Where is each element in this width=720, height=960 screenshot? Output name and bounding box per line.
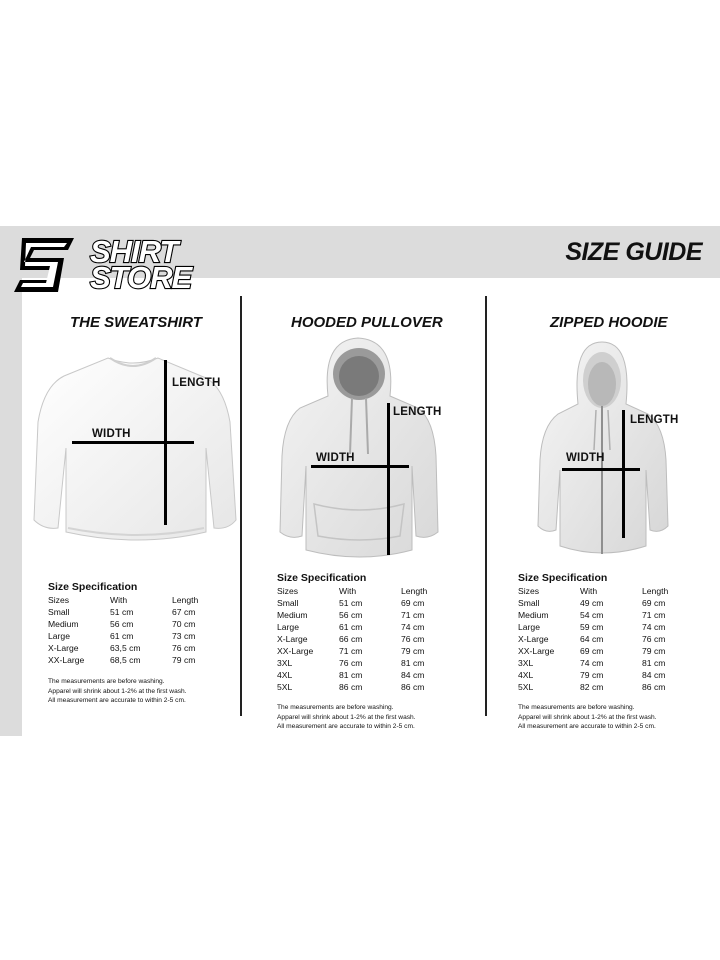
spec-header-row bbox=[518, 585, 668, 597]
spec-cell: 69 cm bbox=[642, 598, 666, 608]
spec-cell: 71 cm bbox=[339, 646, 363, 656]
spec-row bbox=[277, 681, 427, 693]
spec-row bbox=[277, 657, 427, 669]
note-line: All measurement are accurate to within 2-5 cm. bbox=[277, 723, 415, 730]
spec-cell: 49 cm bbox=[580, 598, 604, 608]
spec-cell: 76 cm bbox=[172, 643, 196, 653]
spec-row bbox=[277, 645, 427, 657]
spec-cell: 84 cm bbox=[401, 670, 425, 680]
spec-cell: Large bbox=[277, 622, 299, 632]
spec-row bbox=[48, 606, 198, 618]
left-gray-strip bbox=[0, 278, 22, 736]
spec-cell: 76 cm bbox=[339, 658, 363, 668]
zipped-hoodie-title: ZIPPED HOODIE bbox=[550, 314, 668, 331]
pullover-width-line bbox=[311, 465, 409, 468]
spec-cell: 56 cm bbox=[339, 610, 363, 620]
spec-cell: 67 cm bbox=[172, 607, 196, 617]
note-line: Apparel will shrink about 1-2% at the first wash. bbox=[518, 713, 657, 721]
spec-cell: 69 cm bbox=[580, 646, 604, 656]
spec-row bbox=[518, 621, 668, 633]
spec-cell: 79 cm bbox=[580, 670, 604, 680]
sweatshirt-spec-title: Size Specification bbox=[48, 581, 138, 593]
sweatshirt-length-line bbox=[164, 360, 167, 525]
spec-cell: 68,5 cm bbox=[110, 655, 141, 665]
logo-text-store: STORE bbox=[90, 260, 192, 295]
zipped-hoodie-image bbox=[536, 340, 672, 562]
spec-cell: 64 cm bbox=[580, 634, 604, 644]
spec-cell: 84 cm bbox=[642, 670, 666, 680]
spec-cell: 73 cm bbox=[172, 631, 196, 641]
pullover-length-label: LENGTH bbox=[393, 406, 442, 418]
spec-cell: 66 cm bbox=[339, 634, 363, 644]
spec-cell: 86 cm bbox=[642, 682, 666, 692]
logo-text-shirt: SHIRT bbox=[90, 234, 178, 269]
spec-cell: 81 cm bbox=[401, 658, 425, 668]
note-line: The measurements are before washing. bbox=[518, 704, 635, 711]
spec-header-cell: Length bbox=[401, 586, 428, 596]
zipped-notes bbox=[518, 703, 718, 732]
zipped-length-label: LENGTH bbox=[630, 414, 679, 426]
spec-cell: XX-Large bbox=[48, 655, 85, 665]
spec-cell: 76 cm bbox=[642, 634, 666, 644]
spec-row bbox=[518, 597, 668, 609]
hooded-pullover-image bbox=[278, 336, 442, 568]
spec-cell: 5XL bbox=[518, 682, 534, 692]
spec-cell: 56 cm bbox=[110, 619, 134, 629]
sweatshirt-notes bbox=[48, 677, 248, 706]
brand-logo bbox=[12, 236, 202, 294]
spec-header-cell: Sizes bbox=[48, 595, 70, 605]
spec-cell: 54 cm bbox=[580, 610, 604, 620]
sweatshirt-title: THE SWEATSHIRT bbox=[70, 314, 202, 331]
spec-cell: 79 cm bbox=[401, 646, 425, 656]
zipped-length-line bbox=[622, 410, 625, 538]
spec-cell: 4XL bbox=[518, 670, 534, 680]
hooded-pullover-title: HOODED PULLOVER bbox=[291, 314, 443, 331]
spec-cell: Large bbox=[518, 622, 540, 632]
spec-row bbox=[518, 681, 668, 693]
zipped-spec-title: Size Specification bbox=[518, 572, 608, 584]
spec-row bbox=[48, 618, 198, 630]
zipped-width-line bbox=[562, 468, 640, 471]
spec-cell: 82 cm bbox=[580, 682, 604, 692]
sweatshirt-spec bbox=[48, 581, 198, 666]
spec-cell: Medium bbox=[48, 619, 79, 629]
spec-cell: 5XL bbox=[277, 682, 293, 692]
spec-cell: X-Large bbox=[518, 634, 549, 644]
spec-cell: 3XL bbox=[518, 658, 534, 668]
spec-cell: 79 cm bbox=[642, 646, 666, 656]
spec-row bbox=[277, 609, 427, 621]
spec-cell: 74 cm bbox=[580, 658, 604, 668]
spec-cell: 81 cm bbox=[339, 670, 363, 680]
spec-row bbox=[518, 609, 668, 621]
spec-cell: 51 cm bbox=[110, 607, 134, 617]
spec-cell: Small bbox=[277, 598, 299, 608]
spec-row bbox=[518, 645, 668, 657]
spec-cell: XX-Large bbox=[277, 646, 314, 656]
spec-row bbox=[48, 654, 198, 666]
spec-cell: 81 cm bbox=[642, 658, 666, 668]
pullover-spec bbox=[277, 572, 427, 693]
note-line: The measurements are before washing. bbox=[48, 678, 165, 685]
spec-row bbox=[518, 657, 668, 669]
zipped-width-label: WIDTH bbox=[566, 452, 605, 464]
note-line: Apparel will shrink about 1-2% at the first wash. bbox=[48, 687, 187, 695]
note-line: All measurement are accurate to within 2-5 cm. bbox=[48, 697, 186, 704]
spec-cell: Small bbox=[518, 598, 540, 608]
sweatshirt-length-label: LENGTH bbox=[172, 377, 221, 389]
pullover-length-line bbox=[387, 403, 390, 555]
note-line: Apparel will shrink about 1-2% at the first wash. bbox=[277, 713, 416, 721]
spec-cell: 70 cm bbox=[172, 619, 196, 629]
note-line: All measurement are accurate to within 2-5 cm. bbox=[518, 723, 656, 730]
spec-row bbox=[518, 633, 668, 645]
spec-cell: 71 cm bbox=[401, 610, 425, 620]
spec-header-row bbox=[277, 585, 427, 597]
spec-cell: 61 cm bbox=[339, 622, 363, 632]
logo-s-mark-icon bbox=[12, 236, 78, 294]
spec-cell: 74 cm bbox=[401, 622, 425, 632]
spec-cell: 79 cm bbox=[172, 655, 196, 665]
spec-header-cell: Sizes bbox=[518, 586, 540, 596]
pullover-spec-title: Size Specification bbox=[277, 572, 367, 584]
spec-cell: 86 cm bbox=[401, 682, 425, 692]
spec-header-cell: Length bbox=[642, 586, 669, 596]
sweatshirt-width-label: WIDTH bbox=[92, 428, 131, 440]
spec-cell: X-Large bbox=[48, 643, 79, 653]
spec-cell: Large bbox=[48, 631, 70, 641]
sweatshirt-width-line bbox=[72, 441, 194, 444]
spec-row bbox=[48, 630, 198, 642]
column-divider-1 bbox=[240, 296, 242, 716]
zipped-spec-table bbox=[518, 585, 668, 693]
spec-cell: Medium bbox=[518, 610, 549, 620]
spec-row bbox=[518, 669, 668, 681]
spec-cell: 61 cm bbox=[110, 631, 134, 641]
spec-header-cell: With bbox=[110, 595, 128, 605]
spec-cell: 63,5 cm bbox=[110, 643, 141, 653]
spec-cell: 51 cm bbox=[339, 598, 363, 608]
spec-row bbox=[277, 633, 427, 645]
spec-header-cell: Length bbox=[172, 595, 199, 605]
spec-cell: Medium bbox=[277, 610, 308, 620]
spec-cell: 69 cm bbox=[401, 598, 425, 608]
spec-cell: 4XL bbox=[277, 670, 293, 680]
spec-row bbox=[277, 597, 427, 609]
column-divider-2 bbox=[485, 296, 487, 716]
spec-cell: 86 cm bbox=[339, 682, 363, 692]
spec-cell: Small bbox=[48, 607, 70, 617]
spec-cell: X-Large bbox=[277, 634, 308, 644]
spec-cell: 3XL bbox=[277, 658, 293, 668]
spec-header-cell: With bbox=[580, 586, 598, 596]
spec-header-cell: Sizes bbox=[277, 586, 299, 596]
sweatshirt-spec-table bbox=[48, 594, 198, 666]
spec-header-row bbox=[48, 594, 198, 606]
pullover-width-label: WIDTH bbox=[316, 452, 355, 464]
spec-cell: 59 cm bbox=[580, 622, 604, 632]
spec-row bbox=[48, 642, 198, 654]
zipped-spec bbox=[518, 572, 668, 693]
spec-cell: 74 cm bbox=[642, 622, 666, 632]
spec-row bbox=[277, 621, 427, 633]
spec-cell: 71 cm bbox=[642, 610, 666, 620]
spec-header-cell: With bbox=[339, 586, 357, 596]
spec-row bbox=[277, 669, 427, 681]
spec-cell: XX-Large bbox=[518, 646, 555, 656]
pullover-notes bbox=[277, 703, 477, 732]
page-title: SIZE GUIDE bbox=[565, 238, 702, 266]
pullover-spec-table bbox=[277, 585, 427, 693]
note-line: The measurements are before washing. bbox=[277, 704, 394, 711]
spec-cell: 76 cm bbox=[401, 634, 425, 644]
